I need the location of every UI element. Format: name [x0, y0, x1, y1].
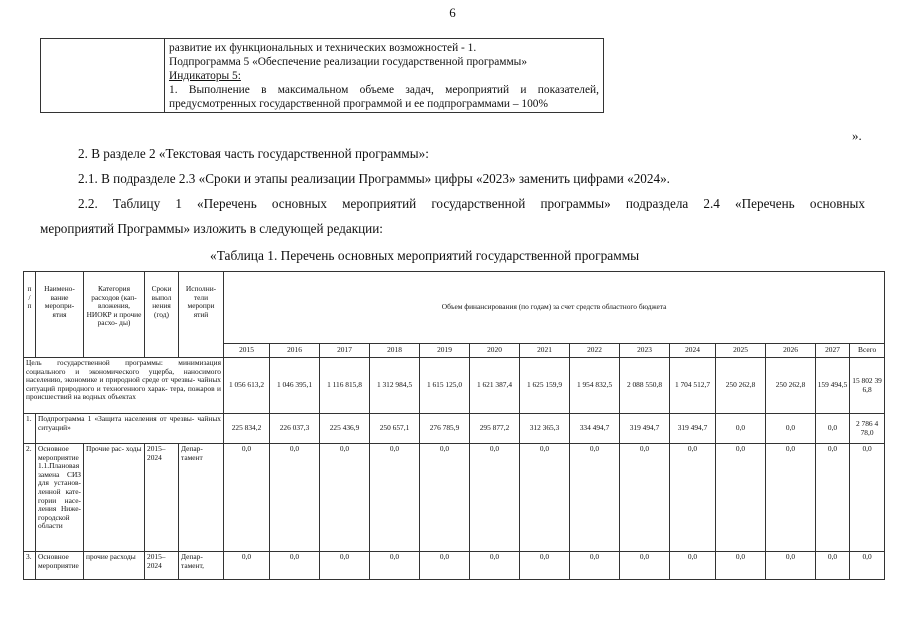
top-line-3: Индикаторы 5: [169, 70, 241, 82]
row2-value-7: 0,0 [570, 444, 620, 552]
sub-num: 1. [24, 414, 36, 444]
row2-value-5: 0,0 [470, 444, 520, 552]
row3-value-13: 0,0 [850, 552, 885, 580]
row3-value-1: 0,0 [270, 552, 320, 580]
header-category: Категория расходов (кап- вложения, НИОКР и прочие расхо- ды) [84, 272, 145, 358]
row3-value-9: 0,0 [670, 552, 716, 580]
row2-category: Прочие рас- ходы [84, 444, 145, 552]
goal-value-12: 159 494,5 [816, 358, 850, 414]
year-header-13: Всего [850, 344, 885, 358]
sub-value-6: 312 365,3 [520, 414, 570, 444]
goal-value-9: 1 704 512,7 [670, 358, 716, 414]
goal-text: Цель государственной программы: минимизация социального и экономического ущерба, наносимого населению, экономике и природной среде от чрезвы- чайных ситуаций природного и техногенного харак- тера, пожаров и происшествий на водных объектах [24, 358, 224, 414]
paragraph-1: 2. В разделе 2 «Текстовая часть государственной программы»: [78, 146, 429, 161]
row3-value-4: 0,0 [420, 552, 470, 580]
year-header-1: 2016 [270, 344, 320, 358]
row2-value-3: 0,0 [370, 444, 420, 552]
row3-value-8: 0,0 [620, 552, 670, 580]
row3-category: прочие расходы [84, 552, 145, 580]
row2-executor: Депар- тамент [179, 444, 224, 552]
row3-name: Основное мероприятие [36, 552, 84, 580]
sub-value-3: 250 657,1 [370, 414, 420, 444]
row3-value-12: 0,0 [816, 552, 850, 580]
year-header-5: 2020 [470, 344, 520, 358]
closing-quote: ». [852, 128, 862, 143]
row3-executor: Депар- тамент, [179, 552, 224, 580]
row3-value-5: 0,0 [470, 552, 520, 580]
sub-value-7: 334 494,7 [570, 414, 620, 444]
year-header-11: 2026 [766, 344, 816, 358]
goal-value-2: 1 116 815,8 [320, 358, 370, 414]
row2-value-4: 0,0 [420, 444, 470, 552]
row2-value-9: 0,0 [670, 444, 716, 552]
top-line-1: развитие их функциональных и технических возможностей - 1. [169, 42, 477, 54]
year-header-0: 2015 [224, 344, 270, 358]
table-title: «Таблица 1. Перечень основных мероприятий государственной программы [210, 248, 640, 263]
year-header-7: 2022 [570, 344, 620, 358]
goal-value-0: 1 056 613,2 [224, 358, 270, 414]
goal-value-5: 1 621 387,4 [470, 358, 520, 414]
goal-value-13: 15 802 39 6,8 [850, 358, 885, 414]
row2-value-11: 0,0 [766, 444, 816, 552]
sub-value-8: 319 494,7 [620, 414, 670, 444]
top-line-5: предусмотренных государственной программой и ее подпрограммами – 100% [169, 98, 548, 110]
year-header-9: 2024 [670, 344, 716, 358]
year-header-8: 2023 [620, 344, 670, 358]
row3-value-2: 0,0 [320, 552, 370, 580]
row2-value-2: 0,0 [320, 444, 370, 552]
sub-text: Подпрограмма 1 «Защита населения от чрезвы- чайных ситуаций» [36, 414, 224, 444]
year-header-2: 2017 [320, 344, 370, 358]
row3-value-0: 0,0 [224, 552, 270, 580]
header-term: Сроки выпол нения (год) [145, 272, 179, 358]
goal-value-11: 250 262,8 [766, 358, 816, 414]
sub-value-13: 2 786 4 78,0 [850, 414, 885, 444]
sub-value-2: 225 436,9 [320, 414, 370, 444]
row2-value-8: 0,0 [620, 444, 670, 552]
row2-value-6: 0,0 [520, 444, 570, 552]
goal-value-4: 1 615 125,0 [420, 358, 470, 414]
sub-value-9: 319 494,7 [670, 414, 716, 444]
row3-value-10: 0,0 [716, 552, 766, 580]
goal-value-6: 1 625 159,9 [520, 358, 570, 414]
year-header-3: 2018 [370, 344, 420, 358]
row3-num: 3. [24, 552, 36, 580]
row2-value-10: 0,0 [716, 444, 766, 552]
row2-value-1: 0,0 [270, 444, 320, 552]
top-line-2: Подпрограмма 5 «Обеспечение реализации государственной программы» [169, 56, 528, 68]
row3-value-3: 0,0 [370, 552, 420, 580]
year-header-12: 2027 [816, 344, 850, 358]
year-header-4: 2019 [420, 344, 470, 358]
row2-value-13: 0,0 [850, 444, 885, 552]
row2-term: 2015– 2024 [145, 444, 179, 552]
row3-value-7: 0,0 [570, 552, 620, 580]
goal-value-1: 1 046 395,1 [270, 358, 320, 414]
row3-value-6: 0,0 [520, 552, 570, 580]
sub-value-4: 276 785,9 [420, 414, 470, 444]
sub-value-10: 0,0 [716, 414, 766, 444]
goal-value-7: 1 954 832,5 [570, 358, 620, 414]
header-name: Наимено- вание меропри- ятия [36, 272, 84, 358]
top-line-4: 1. Выполнение в максимальном объеме задач, мероприятий и показателей, [169, 84, 599, 96]
sub-value-12: 0,0 [816, 414, 850, 444]
row2-name: Основное мероприятие 1.1.Плановая замена СИЗ для установ- ленной кате- гории насе- ления Ниже- городской области [36, 444, 84, 552]
top-table [40, 38, 604, 113]
goal-value-8: 2 088 550,8 [620, 358, 670, 414]
paragraph-2: 2.1. В подразделе 2.3 «Сроки и этапы реализации Программы» цифры «2023» заменить цифрами «2024». [78, 171, 670, 186]
row2-value-12: 0,0 [816, 444, 850, 552]
row3-value-11: 0,0 [766, 552, 816, 580]
top-table-text-cell [165, 39, 604, 113]
sub-value-0: 225 834,2 [224, 414, 270, 444]
top-table-empty-cell [41, 39, 165, 113]
header-funding: Объем финансирования (по годам) за счет средств областного бюджета [224, 272, 885, 344]
year-header-6: 2021 [520, 344, 570, 358]
header-num: п / п [24, 272, 36, 358]
paragraph-3: 2.2. Таблицу 1 «Перечень основных мероприятий государственной программы» подраздела 2.4 «Перечень основных [78, 196, 865, 211]
goal-value-10: 250 262,8 [716, 358, 766, 414]
header-executor: Исполни- тели меропри ятий [179, 272, 224, 358]
sub-value-1: 226 037,3 [270, 414, 320, 444]
paragraph-3-continued: мероприятий Программы» изложить в следующей редакции: [40, 221, 383, 236]
main-table [23, 271, 885, 580]
row2-value-0: 0,0 [224, 444, 270, 552]
page-number: 6 [449, 5, 456, 20]
goal-value-3: 1 312 984,5 [370, 358, 420, 414]
row3-term: 2015– 2024 [145, 552, 179, 580]
sub-value-11: 0,0 [766, 414, 816, 444]
year-header-10: 2025 [716, 344, 766, 358]
sub-value-5: 295 877,2 [470, 414, 520, 444]
row2-num: 2. [24, 444, 36, 552]
